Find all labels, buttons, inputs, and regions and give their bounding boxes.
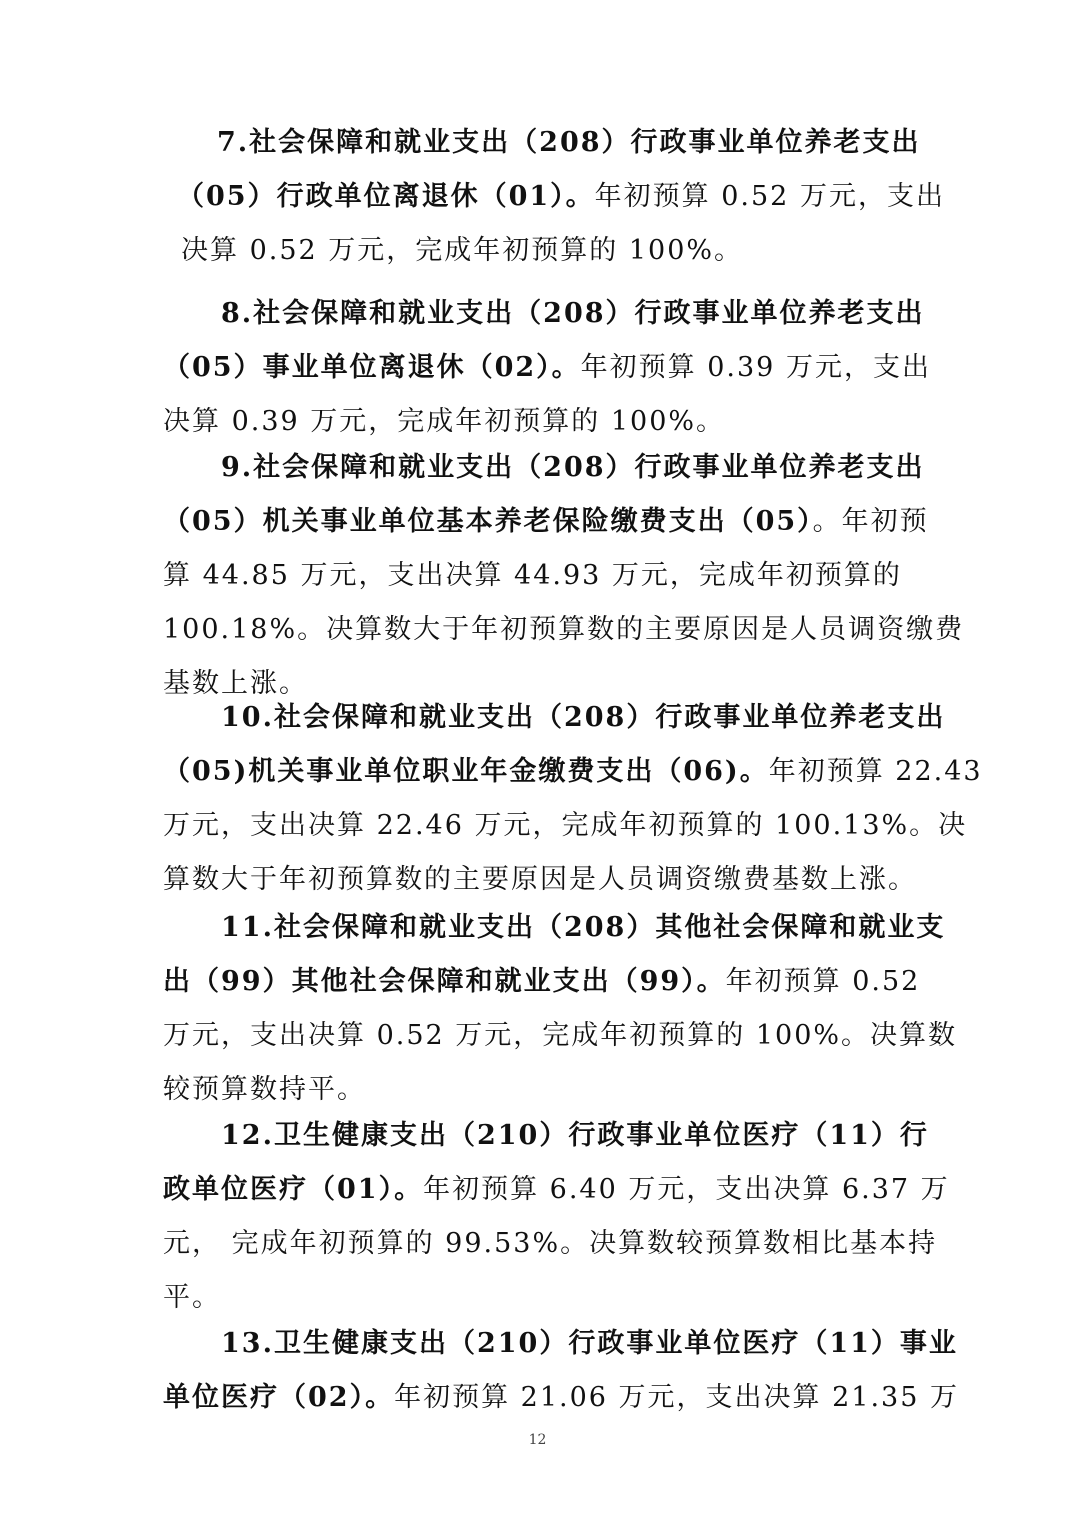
bold-heading-text: （05）事业单位离退休（02）。 xyxy=(163,352,581,383)
bold-heading-text: 7.社会保障和就业支出（208）行政事业单位养老支出 xyxy=(217,127,921,158)
paragraph-7 xyxy=(163,116,945,278)
paragraph-line xyxy=(163,495,929,549)
paragraph-line xyxy=(163,745,983,799)
bold-heading-text: 单位医疗（02）。 xyxy=(163,1382,395,1413)
body-text: 年初预算 22.43 xyxy=(768,756,983,787)
paragraph-line xyxy=(163,116,921,170)
bold-heading-text: 8.社会保障和就业支出（208）行政事业单位养老支出 xyxy=(221,298,925,329)
paragraph-line xyxy=(163,224,913,278)
body-text: 年初预算 6.40 万元，支出决算 6.37 万 xyxy=(423,1174,950,1205)
paragraph-line xyxy=(163,955,921,1009)
paragraph-line xyxy=(163,170,945,224)
paragraph-line xyxy=(163,1163,950,1217)
body-text: 算数大于年初预算数的主要原因是人员调资缴费基数上涨。 xyxy=(163,864,917,895)
body-text: 基数上涨。 xyxy=(163,668,308,699)
paragraph-line xyxy=(163,1371,959,1425)
bold-heading-text: （05）机关事业单位基本养老保险缴费支出（05） xyxy=(163,506,813,537)
paragraph-line xyxy=(163,901,946,955)
paragraph-line xyxy=(163,1217,938,1271)
body-text: 。年初预 xyxy=(812,506,929,537)
paragraph-line xyxy=(163,341,931,395)
bold-heading-text: （05)机关事业单位职业年金缴费支出（06)。 xyxy=(163,756,769,787)
paragraph-line xyxy=(163,287,925,341)
paragraph-line xyxy=(163,1009,958,1063)
paragraph-9 xyxy=(163,441,965,711)
body-text: 决算 0.39 万元，完成年初预算的 100%。 xyxy=(163,406,726,437)
body-text: 平。 xyxy=(163,1282,221,1313)
body-text: 万元，支出决算 22.46 万元，完成年初预算的 100.13%。决 xyxy=(163,810,968,841)
body-text: 年初预算 0.52 xyxy=(725,966,921,997)
paragraph-line xyxy=(163,549,913,603)
bold-heading-text: 11.社会保障和就业支出（208）其他社会保障和就业支 xyxy=(221,912,946,943)
body-text: 算 44.85 万元，支出决算 44.93 万元，完成年初预算的 xyxy=(163,560,902,591)
bold-heading-text: 13.卫生健康支出（210）行政事业单位医疗（11）事业 xyxy=(221,1328,958,1359)
paragraph-line xyxy=(163,1109,929,1163)
bold-heading-text: 9.社会保障和就业支出（208）行政事业单位养老支出 xyxy=(221,452,925,483)
paragraph-line xyxy=(163,691,946,745)
bold-heading-text: 12.卫生健康支出（210）行政事业单位医疗（11）行 xyxy=(221,1120,929,1151)
bold-heading-text: 10.社会保障和就业支出（208）行政事业单位养老支出 xyxy=(221,702,946,733)
paragraph-line xyxy=(163,603,965,657)
bold-heading-text: 出（99）其他社会保障和就业支出（99）。 xyxy=(163,966,726,997)
paragraph-line xyxy=(163,1317,958,1371)
body-text: 决算 0.52 万元，完成年初预算的 100%。 xyxy=(181,235,744,266)
paragraph-10 xyxy=(163,691,983,907)
page-number: 12 xyxy=(528,1432,547,1448)
body-text: 年初预算 0.52 万元，支出 xyxy=(594,181,945,212)
body-text: 较预算数持平。 xyxy=(163,1074,366,1105)
body-text: 年初预算 0.39 万元，支出 xyxy=(580,352,931,383)
paragraph-13 xyxy=(163,1317,959,1425)
paragraph-12 xyxy=(163,1109,950,1325)
body-text: 元， 完成年初预算的 99.53%。决算数较预算数相比基本持 xyxy=(163,1228,938,1259)
paragraph-11 xyxy=(163,901,958,1117)
bold-heading-text: 政单位医疗（01）。 xyxy=(163,1174,424,1205)
bold-heading-text: （05）行政单位离退休（01）。 xyxy=(177,181,595,212)
paragraph-line xyxy=(163,853,917,907)
body-text: 100.18%。决算数大于年初预算数的主要原因是人员调资缴费 xyxy=(163,614,965,645)
paragraph-line xyxy=(163,441,925,495)
body-text: 年初预算 21.06 万元，支出决算 21.35 万 xyxy=(394,1382,959,1413)
body-text: 万元，支出决算 0.52 万元，完成年初预算的 100%。决算数 xyxy=(163,1020,958,1051)
paragraph-line xyxy=(163,799,968,853)
paragraph-8 xyxy=(163,287,931,449)
